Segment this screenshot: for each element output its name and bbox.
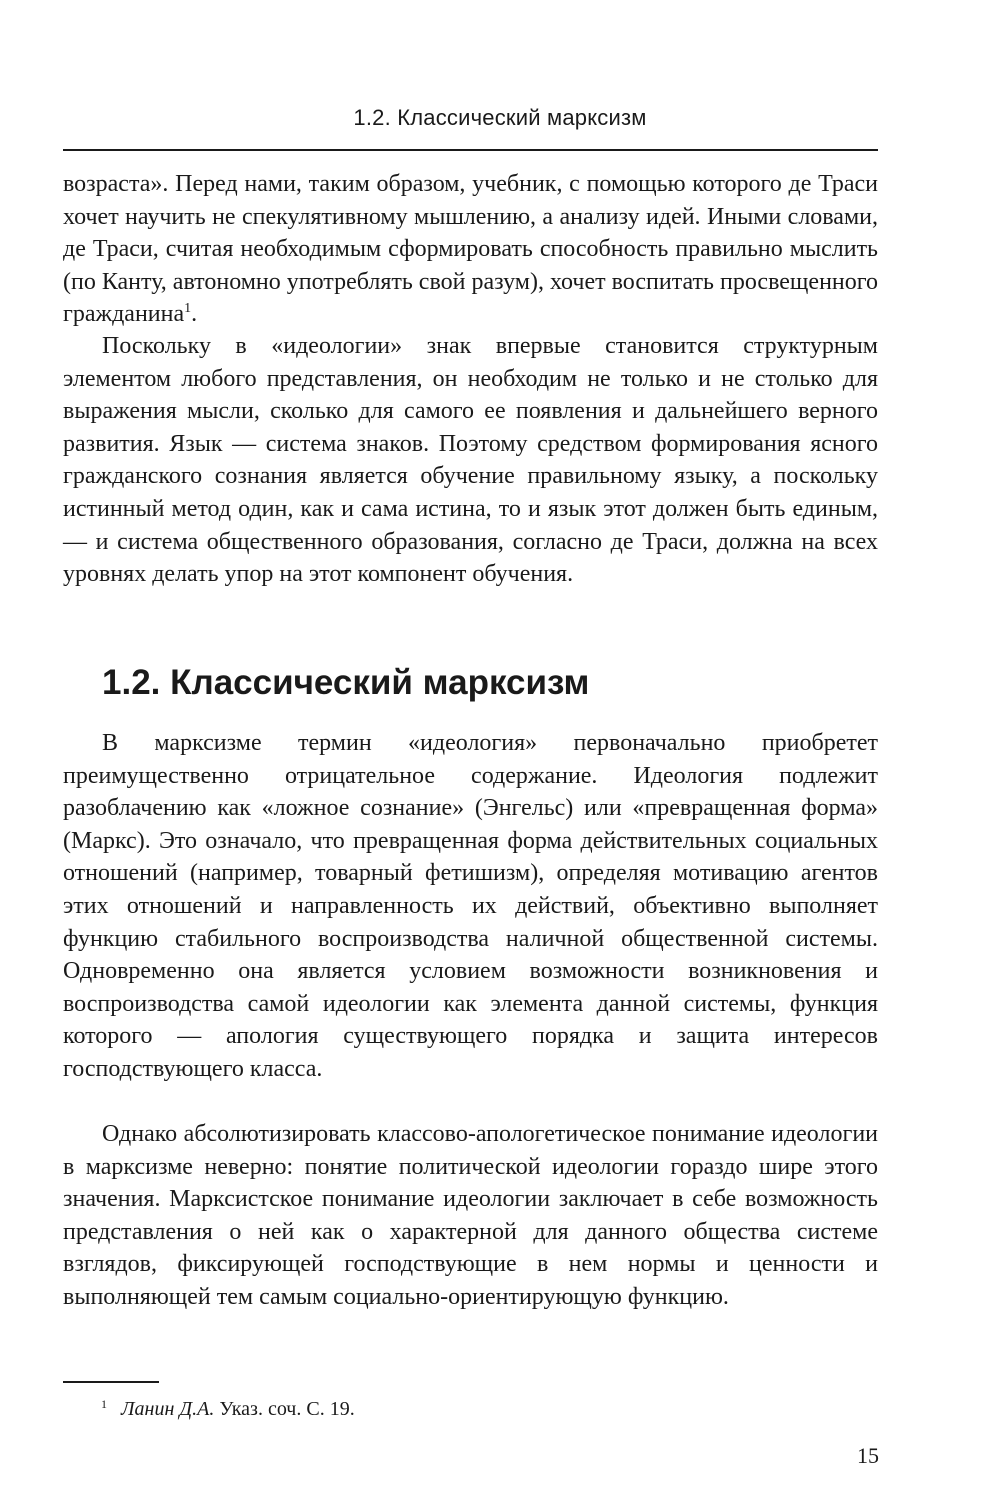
footnote-number: 1 <box>101 1397 107 1411</box>
footnote <box>101 1390 355 1423</box>
paragraph-marxism-understanding: Однако абсолютизировать классово-апологетическое понимание идеологии в марксизме неверно: понятие политической идеологии гораздо шире этого значения. Марксистское понимание идеологии заключает в себе возможность представления о ней как о характерной для данного общества системе взглядов, фиксирующей господствующие в нем нормы и ценности и выполняющей тем самым социально-ориентирующую функцию. <box>63 1121 878 1310</box>
paragraph-marxism-term: В марксизме термин «идеология» первоначально приобретет преимущественно отрицательное содержание. Идеология подлежит разоблачению как «ложное сознание» (Энгельс) или «превращенная форма» (Маркс). Это означало, что превращенная форма действительных социальных отношений (например, товарный фетишизм), определяя мотивацию агентов этих отношений и направленность их действий, объективно выполняет функцию стабильного воспроизводства наличной общественной системы. Одновременно она является условием возможности возникновения и воспроизводства самой идеологии как элемента данной системы, функция которого — апология существующего порядка и защита интересов господствующего класса. <box>63 730 878 1082</box>
paragraph-text: возраста». Перед нами, таким образом, учебник, с помощью которого де Траси хочет научить не спекулятивному мышлению, а анализу идей. Иными словами, де Траси, считая необходимым сформировать способность правильно мыслить (по Канту, автономно употреблять свой разум), хочет воспитать просвещенного гражданина <box>63 171 878 328</box>
footnote-author: Ланин Д.А. <box>121 1398 215 1420</box>
header-rule <box>63 149 878 151</box>
paragraph-ideology-sign: Поскольку в «идеологии» знак впервые становится структурным элементом любого представления, он необходим не только и не столько для выражения мысли, сколько для самого ее появления и дальнейшего верного развития. Язык — система знаков. Поэтому средством формирования ясного гражданского сознания является обучение правильному языку, а поскольку истинный метод один, как и сама истина, то и язык этот должен быть единым, — и система общественного образования, согласно де Траси, должна на всех уровнях делать упор на этот компонент обучения. <box>63 333 878 588</box>
footnote-text: Указ. соч. С. 19. <box>214 1398 355 1420</box>
section-heading: 1.2. Классический марксизм <box>102 663 590 702</box>
footnote-ref[interactable]: 1 <box>184 301 192 317</box>
paragraph-continuation <box>63 168 878 331</box>
paragraph-end: . <box>191 301 198 328</box>
running-head: 1.2. Классический марксизм <box>353 105 647 130</box>
page-number: 15 <box>857 1443 879 1468</box>
footnote-rule <box>63 1381 159 1383</box>
